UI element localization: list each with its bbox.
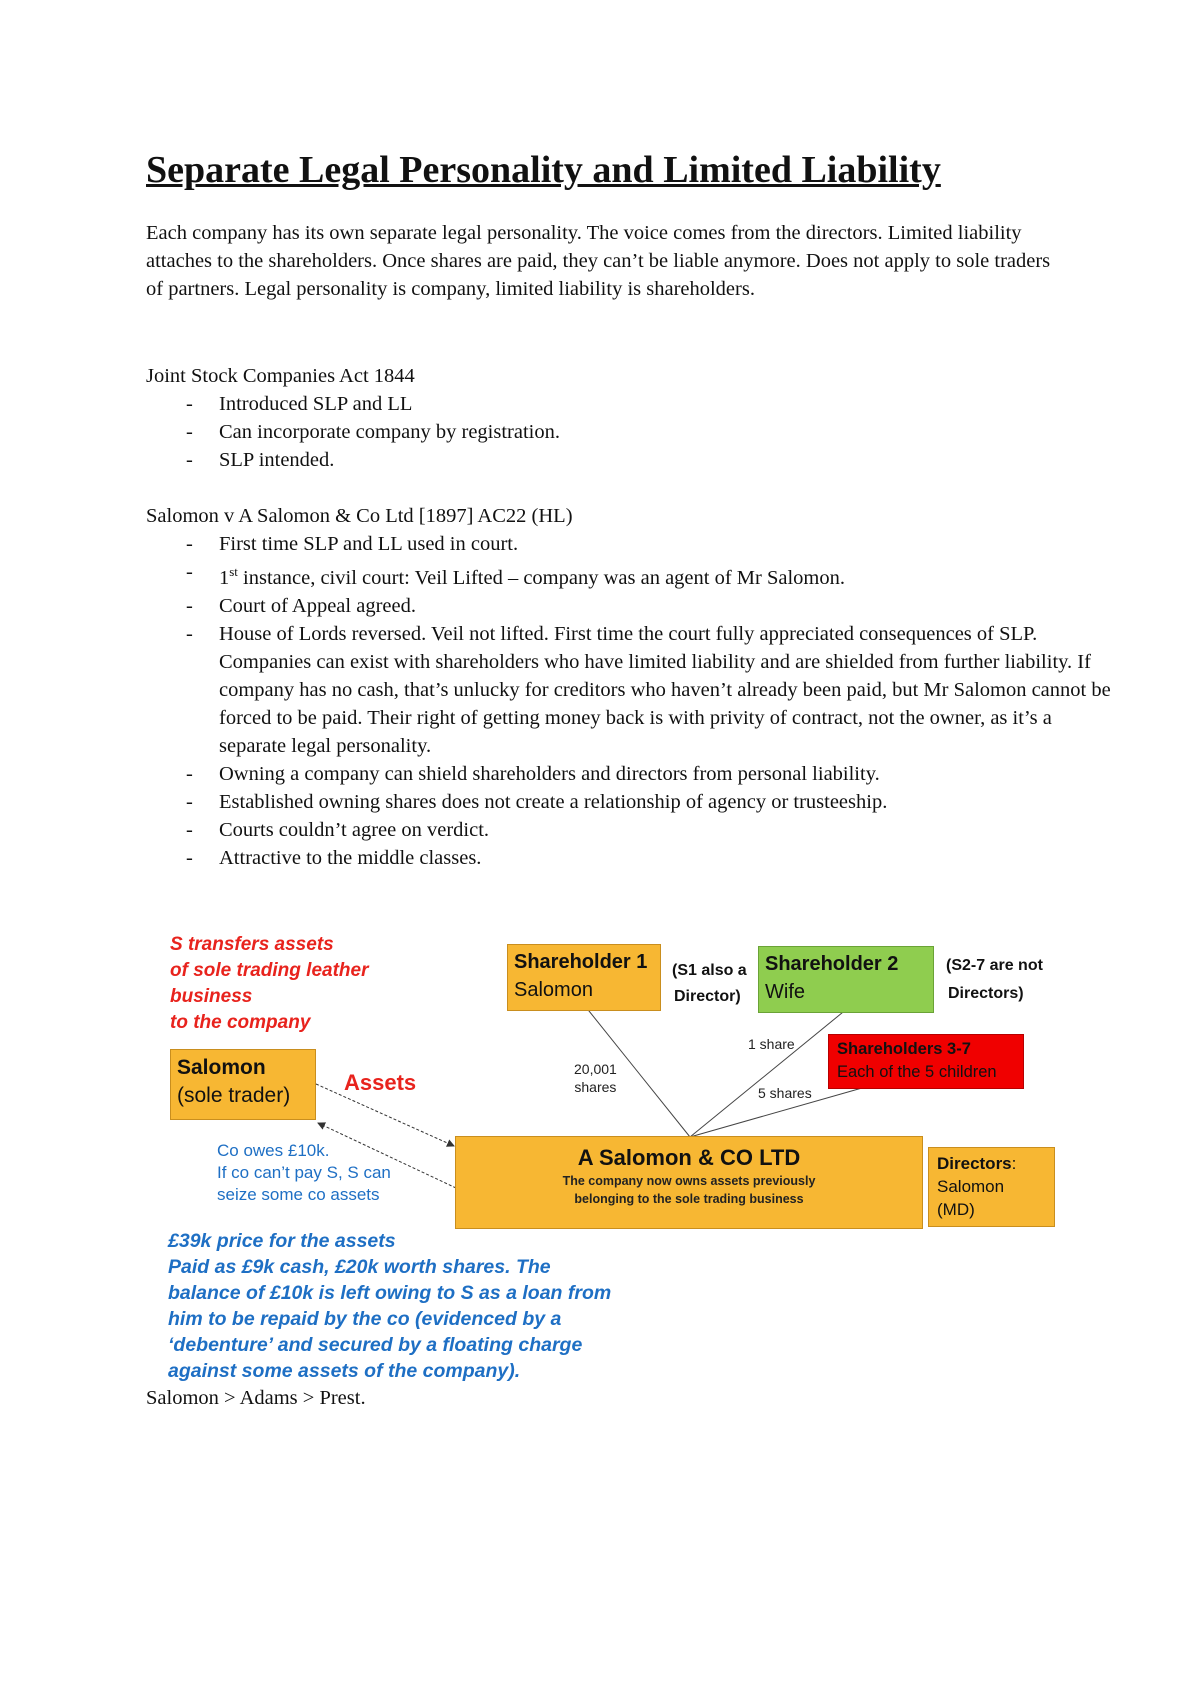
list-item: - Can incorporate company by registration.	[146, 418, 1119, 446]
shareholder-1-note-line: (S1 also a	[672, 962, 747, 979]
list-item: - Introduced SLP and LL	[146, 390, 1119, 418]
shareholder-1-title: Shareholder 1	[514, 951, 648, 973]
transfer-note	[170, 932, 368, 1036]
five-shares-label: 5 shares	[758, 1085, 812, 1101]
directors-title-line	[937, 1152, 1046, 1175]
page-title: Separate Legal Personality and Limited Liability	[146, 149, 941, 191]
transfer-note-line: to the company	[170, 1012, 311, 1033]
directors-title: Directors	[937, 1154, 1012, 1173]
one-share-label: 1 share	[748, 1036, 795, 1052]
company-name: A Salomon & CO LTD	[577, 1145, 801, 1170]
salomon-sole-trader-box	[170, 1049, 316, 1120]
shareholder-1-name: Salomon	[514, 979, 593, 1001]
company-desc-line: belonging to the sole trading business	[574, 1192, 804, 1206]
shareholder-1-note	[672, 958, 747, 1010]
owes-note	[217, 1140, 391, 1206]
shareholder-1-note-line: Director)	[674, 988, 741, 1005]
shareholder-2-box	[758, 946, 934, 1013]
list-item: - Court of Appeal agreed.	[146, 592, 1119, 620]
shares-count: 20,001	[574, 1061, 617, 1077]
company-box	[455, 1136, 923, 1229]
list-item: - House of Lords reversed. Veil not lifted. First time the court fully appreciated consequences of SLP. Companies can exist with shareholders who have limited liability and are shielded from further liability. If company has no cash, that’s unlucky for creditors who haven’t already been paid, but Mr Salomon cannot be forced to be paid. Their right of getting money back is with privity of contract, not the owner, as it’s a separate legal personality.	[146, 620, 1119, 760]
price-note	[168, 1228, 611, 1384]
shareholders-3-7-title: Shareholders 3-7	[837, 1040, 971, 1058]
directors-colon: :	[1011, 1154, 1017, 1173]
directors-role: (MD)	[937, 1200, 975, 1219]
price-note-line: Paid as £9k cash, £20k worth shares. The	[168, 1256, 551, 1278]
transfer-note-line: of sole trading leather	[170, 960, 369, 981]
shareholder-2-name: Wife	[765, 981, 805, 1003]
salomon-box-subtitle: (sole trader)	[177, 1084, 291, 1107]
list-item: - Attractive to the middle classes.	[146, 844, 1119, 872]
list-item: - SLP intended.	[146, 446, 1119, 474]
list-item: - First time SLP and LL used in court.	[146, 530, 1119, 558]
directors-box	[928, 1147, 1055, 1227]
ordinal-suffix: st	[229, 564, 238, 579]
price-note-line: ‘debenture’ and secured by a floating charge	[168, 1334, 583, 1356]
list-item: - Owning a company can shield shareholders and directors from personal liability.	[146, 760, 1119, 788]
shares-20001-label	[574, 1060, 617, 1096]
shareholder-1-box	[507, 944, 661, 1011]
footer-line: Salomon > Adams > Prest.	[146, 1387, 366, 1409]
price-note-line: him to be repaid by the co (evidenced by a	[168, 1308, 562, 1330]
shareholders-3-7-sub: Each of the 5 children	[837, 1063, 997, 1081]
shareholder-2-note-line: (S2-7 are not	[946, 957, 1043, 974]
price-note-line: against some assets of the company).	[168, 1360, 521, 1382]
salomon-box-title: Salomon	[177, 1056, 266, 1079]
shares-unit: shares	[574, 1079, 617, 1095]
owes-note-line: If co can’t pay S, S can	[217, 1163, 391, 1182]
shareholder-2-note	[946, 952, 1043, 1008]
ordinal-number: 1	[219, 566, 230, 589]
section-heading: Joint Stock Companies Act 1844	[146, 365, 415, 387]
intro-paragraph: Each company has its own separate legal personality. The voice comes from the directors. Limited liability attaches to the shareholders. Once shares are paid, they can’t be liable anymore. Does not apply to sole traders of partners. Legal personality is company, limited liability is shareholders.	[146, 222, 1051, 300]
line-s2-company	[690, 1008, 848, 1137]
company-desc-line: The company now owns assets previously	[562, 1174, 816, 1188]
shareholders-3-7-box	[828, 1034, 1024, 1089]
directors-name: Salomon	[937, 1177, 1005, 1196]
transfer-note-line: business	[170, 986, 253, 1007]
assets-label: Assets	[344, 1070, 417, 1095]
owes-note-line: seize some co assets	[217, 1185, 380, 1204]
transfer-note-line: S transfers assets	[170, 934, 334, 955]
shareholder-2-note-line: Directors)	[948, 985, 1024, 1002]
price-note-line: balance of £10k is left owing to S as a loan from	[168, 1282, 612, 1304]
owes-note-line: Co owes £10k.	[217, 1141, 330, 1160]
section-heading: Salomon v A Salomon & Co Ltd [1897] AC22 (HL)	[146, 505, 573, 527]
shareholder-2-title: Shareholder 2	[765, 953, 899, 975]
list-item: - Established owning shares does not create a relationship of agency or trusteeship.	[146, 788, 1119, 816]
list-item: - Courts couldn’t agree on verdict.	[146, 816, 1119, 844]
list-item-text: instance, civil court: Veil Lifted – company was an agent of Mr Salomon.	[243, 566, 845, 589]
price-note-line: £39k price for the assets	[168, 1230, 396, 1252]
